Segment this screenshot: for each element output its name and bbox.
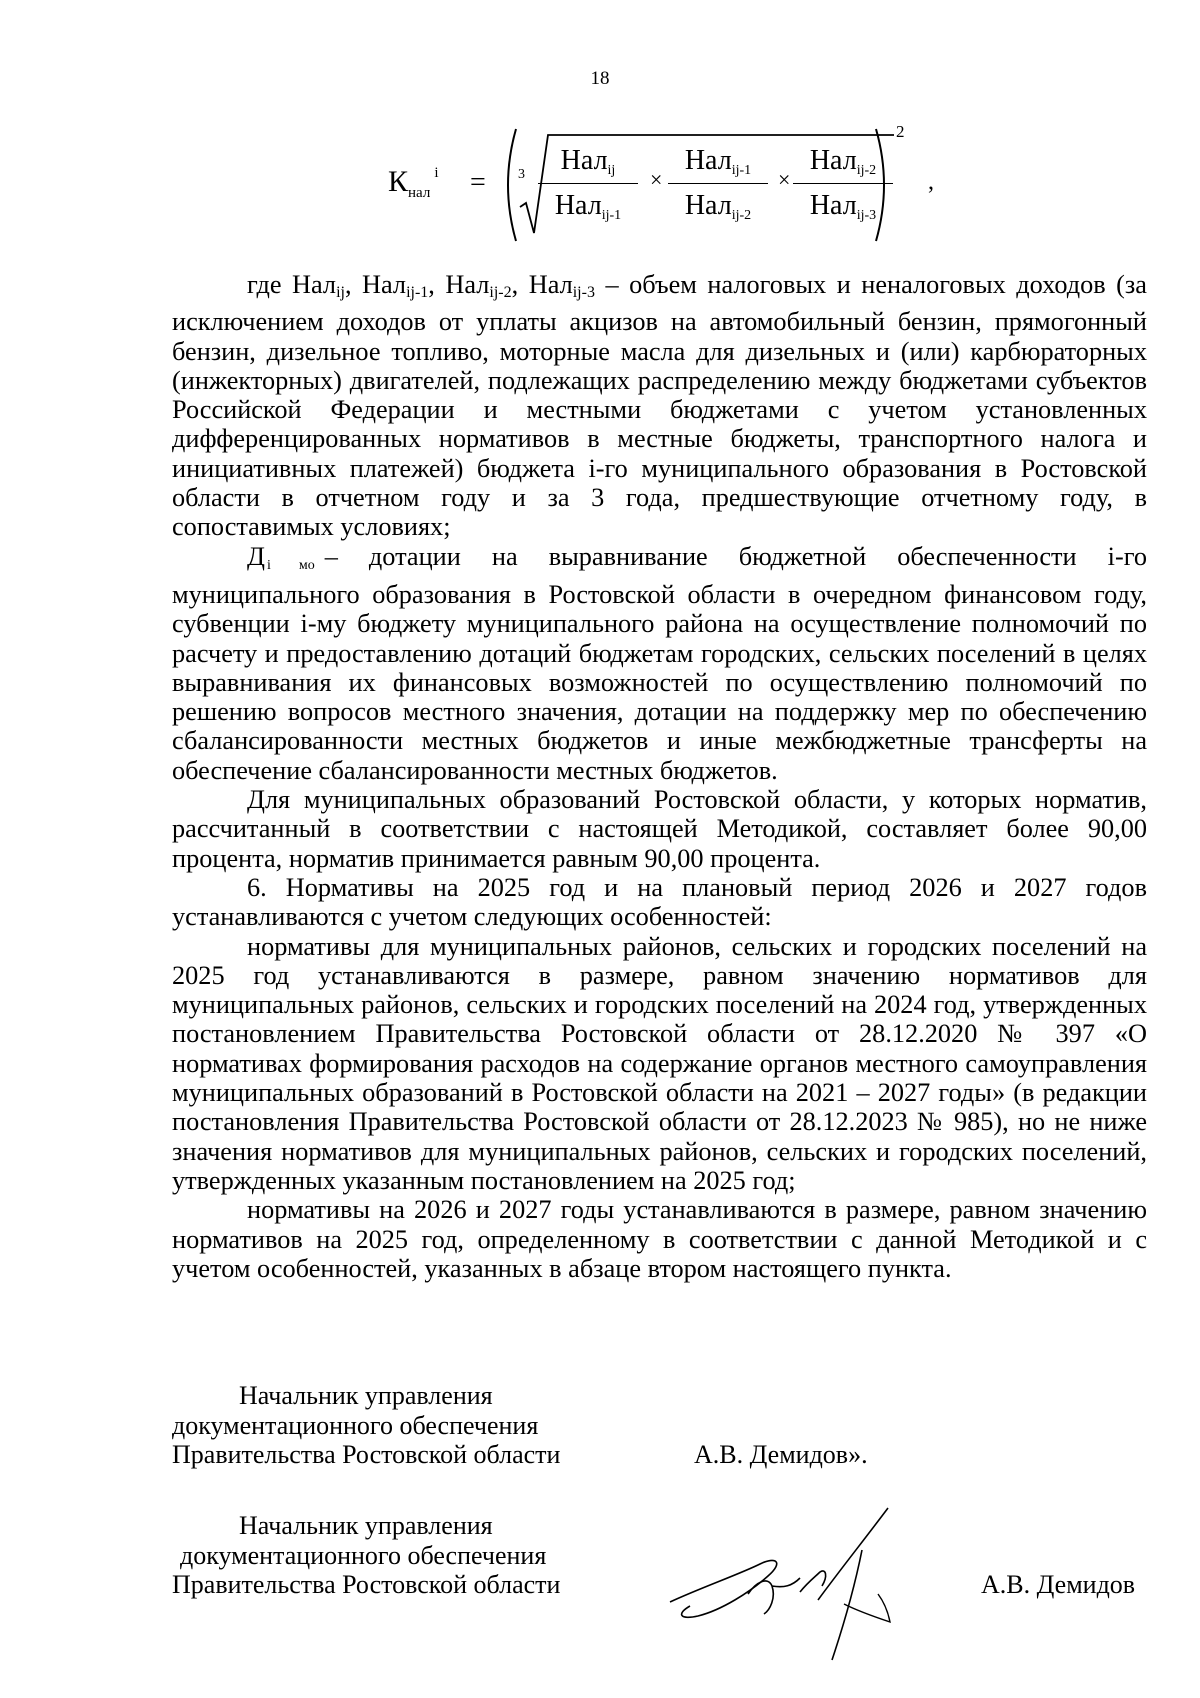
formula <box>388 122 948 255</box>
paragraph-where <box>172 270 1147 542</box>
fraction-1 <box>538 145 638 224</box>
fraction-2 <box>668 145 768 224</box>
formula-comma: , <box>928 169 934 195</box>
sig2-name: А.В. Демидов <box>981 1570 1136 1599</box>
frac1-den: Нал <box>554 190 602 221</box>
formula-k: К <box>388 165 409 198</box>
frac1-den-sub: ij-1 <box>601 208 622 223</box>
p1-c3: , Нал <box>511 270 573 299</box>
sig1-line1: Начальник управления <box>239 1381 493 1410</box>
right-paren-icon <box>872 125 896 245</box>
paragraph-point-6: 6. Нормативы на 2025 год и на плановый период 2026 и 2027 годов устанавливаются с учетом следующих особенностей: <box>172 872 1147 932</box>
p1-c2: , Нал <box>428 270 490 299</box>
frac2-num: Нал <box>684 145 732 176</box>
sig2-line1: Начальник управления <box>239 1511 493 1540</box>
frac2-num-sub: ij-1 <box>731 163 752 178</box>
frac3-num-sub: ij-2 <box>856 163 877 178</box>
signature-block-2 <box>172 1511 560 1600</box>
formula-k-sup: i <box>434 165 439 181</box>
sig1-name: А.В. Демидов». <box>694 1440 868 1469</box>
page-number: 18 <box>590 68 610 89</box>
frac1-num-sub: ij <box>607 163 616 178</box>
frac1-num: Нал <box>560 145 608 176</box>
p2-lead: Д <box>247 541 265 571</box>
frac3-num: Нал <box>809 145 857 176</box>
handwritten-signature-icon <box>650 1490 940 1670</box>
sig2-line2: документационного обеспечения <box>180 1540 547 1570</box>
paragraph-subsidies <box>172 542 1147 785</box>
p1-c1: , Нал <box>344 270 407 299</box>
p1-sub-1: ij <box>336 284 345 301</box>
p1-lead: где Нал <box>247 270 337 299</box>
frac3-den-sub: ij-3 <box>856 208 877 223</box>
times-1: × <box>650 167 663 192</box>
p1-sub-4: ij-3 <box>572 284 595 301</box>
sig1-line2: документационного обеспечения <box>172 1410 539 1440</box>
signature-block-1 <box>172 1381 560 1470</box>
p2-rest: – дотации на выравнивание бюджетной обеспеченности i-го муниципального образования в Ростовской области в очередном финансовом году, субвенции i-му бюджету муниципального района на осуществление полномочий по расчету и предоставлению дотаций бюджетам городских, сельских поселений в целях выравнивания их финансовых возможностей по осуществлению полномочий по решению вопросов местного значения, дотации на поддержку мер по обеспечению сбалансированности местных бюджетов и иные межбюджетные трансферты на обеспечение сбалансированности местных бюджетов. <box>172 541 1147 785</box>
root-index: 3 <box>518 167 525 182</box>
times-2: × <box>778 167 791 192</box>
p1-rest: – объем налоговых и неналоговых доходов (за исключением доходов от уплаты акцизов на автомобильный бензин, прямогонный бензин, дизельное топливо, моторные масла для дизельных и (или) карбюраторных (инжекторных) двигателей, подлежащих распределению между бюджетами субъектов Российской Федерации и местными бюджетами с учетом установленных дифференцированных нормативов в местные бюджеты, транспортного налога и инициативных платежей) бюджета i-го муниципального образования в Ростовской области в отчетном году и за 3 года, предшествующие отчетному году, в сопоставимых условиях; <box>172 270 1147 542</box>
body-text <box>172 270 1147 1283</box>
frac2-den-sub: ij-2 <box>731 208 752 223</box>
formula-equals: = <box>470 167 486 198</box>
frac3-den: Нал <box>809 190 857 221</box>
paragraph-limit: Для муниципальных образований Ростовской области, у которых норматив, рассчитанный в соответствии с настоящей Методикой, составляет более 90,00 процента, норматив принимается равным 90,00 процента. <box>172 785 1147 873</box>
formula-power: 2 <box>896 122 905 141</box>
paragraph-2026-2027: нормативы на 2026 и 2027 годы устанавливаются в размере, равном значению нормативов на 2025 год, определенному в соответствии с данной Методикой и с учетом особенностей, указанных в абзаце втором настоящего пункта. <box>172 1195 1147 1283</box>
frac2-den: Нал <box>684 190 732 221</box>
paragraph-2025: нормативы для муниципальных районов, сельских и городских поселений на 2025 год устанавливаются в размере, равном значению нормативов для муниципальных районов, сельских и городских поселений на 2024 год, утвержденных постановлением Правительства Ростовской области от 28.12.2020 № 397 «О нормативах формирования расходов на содержание органов местного самоуправления муниципальных образований в Ростовской области на 2021 – 2027 годы» (в редакции постановления Правительства Ростовской области от 28.12.2023 № 985), но не ниже значения нормативов для муниципальных районов, сельских и городских поселений, утвержденных указанным постановлением на 2025 год; <box>172 931 1147 1195</box>
sig2-line3: Правительства Ростовской области <box>172 1570 561 1599</box>
p2-sub: i мо <box>266 557 315 573</box>
formula-lhs <box>388 165 439 202</box>
p1-sub-2: ij-1 <box>406 284 429 301</box>
formula-k-sub: нал <box>408 185 431 201</box>
sig1-line3: Правительства Ростовской области <box>172 1440 561 1469</box>
p1-sub-3: ij-2 <box>489 284 512 301</box>
